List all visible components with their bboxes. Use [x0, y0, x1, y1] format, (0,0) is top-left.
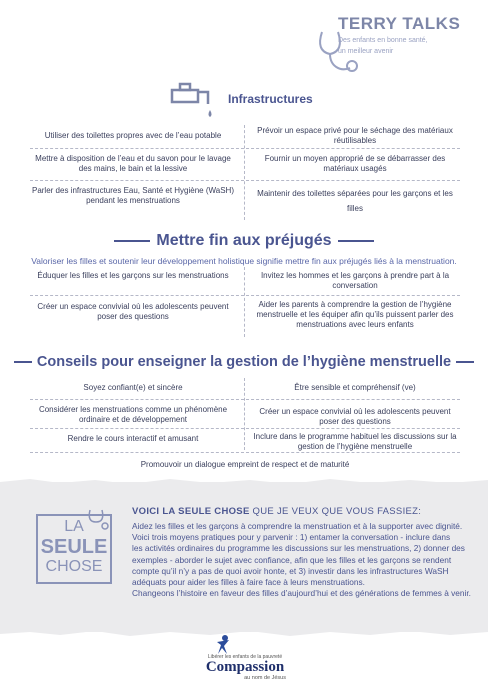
divider — [30, 428, 460, 429]
conseils-left-2: Considérer les menstruations comme un phénomène ordinaire et de développement — [38, 405, 228, 424]
divider — [244, 378, 245, 450]
divider — [30, 180, 460, 181]
logo-line-1: LA — [64, 518, 84, 535]
la-seule-chose-body — [132, 521, 482, 599]
prejuges-left-1: Éduquer les filles et les garçons sur les menstruations — [37, 271, 229, 280]
heading-post: QUE JE VEUX QUE VOUS FASSIEZ: — [252, 506, 422, 517]
prejuges-subtitle: Valoriser les filles et soutenir leur développement holistique signifie mettre fin aux préjugés liés à la menstruation. — [31, 256, 457, 266]
compassion-logo — [190, 654, 300, 681]
infra-right-2: Fournir un moyen approprié de se débarrasser des matériaux usagés — [264, 154, 446, 173]
prejuges-left-2: Créer un espace convivial où les adolescents peuvent poser des questions — [37, 302, 229, 321]
heading-pre: VOICI — [132, 506, 160, 517]
body-line: adéquats pour aider les filles à faire face à leurs menstruations. — [132, 577, 365, 588]
conseils-footer: Promouvoir un dialogue empreint de respect et de maturité — [140, 460, 350, 469]
torn-edge-bottom — [0, 626, 488, 640]
infra-right-3: Maintenir des toilettes séparées pour les garçons et les filles — [257, 189, 453, 213]
body-line: Voici trois moyens pratiques pour y parvenir : 1) entamer la conversation - inclure dans — [132, 532, 451, 543]
torn-edge-top — [0, 474, 488, 488]
body-line: compte qu’il n’y a pas de quoi avoir honte, et 3) investir dans les infrastructures WaSH — [132, 565, 449, 576]
brand-subtitle-2: un meilleur avenir — [338, 48, 394, 55]
prejuges-title — [0, 232, 488, 250]
conseils-right-2: Créer un espace convivial où les adolescents peuvent poser des questions — [259, 407, 451, 426]
body-line: Changeons l’histoire en faveur des filles d’aujourd’hui et des générations de femmes à venir. — [132, 588, 471, 599]
divider — [30, 295, 460, 296]
logo-line-2: SEULE — [40, 536, 108, 558]
brand-title: TERRY TALKS — [338, 14, 461, 33]
compassion-tagline: Libérer les enfants de la pauvreté — [207, 654, 283, 660]
divider — [30, 452, 460, 453]
stethoscope-icon — [86, 508, 110, 537]
prejuges-right-1: Invitez les hommes et les garçons à prendre part à la conversation — [260, 271, 450, 290]
conseils-title — [0, 354, 488, 370]
logo-line-3: CHOSE — [45, 558, 103, 575]
brand-block — [338, 14, 478, 56]
conseils-title-text: Conseils pour enseigner la gestion de l’hygiène menstruelle — [36, 354, 452, 370]
infra-left-1: Utiliser des toilettes propres avec de l’eau potable — [44, 131, 222, 140]
body-line: Aidez les filles et les garçons à comprendre la menstruation et à la supporter avec dignité. — [132, 521, 463, 531]
compassion-subline: au nom de Jésus — [244, 675, 286, 681]
faucet-icon — [170, 80, 222, 125]
heading-emphasis: LA SEULE CHOSE — [162, 506, 250, 517]
divider — [30, 148, 460, 149]
infrastructures-title: Infrastructures — [228, 92, 313, 106]
conseils-right-1: Être sensible et compréhensif (ve) — [294, 383, 416, 392]
compassion-name: Compassion — [205, 659, 285, 675]
infra-right-1: Prévoir un espace privé pour le séchage des matériaux réutilisables — [257, 126, 453, 145]
divider — [30, 399, 460, 400]
la-seule-chose-heading — [132, 506, 421, 517]
infra-left-3: Parler des infrastructures Eau, Santé et Hygiène (WaSH) pendant les menstruations — [31, 186, 234, 205]
conseils-left-1: Soyez confiant(e) et sincère — [83, 383, 183, 392]
infra-left-2: Mettre à disposition de l’eau et du savon pour le lavage des mains, le bain et la lessive — [35, 154, 231, 173]
prejuges-right-2: Aider les parents à comprendre la gestion de l’hygiène menstruelle et les équiper afin qu’ils puissent parler des menstruations avec leurs enfants — [256, 300, 454, 329]
body-line: les activités ordinaires du programme les discussions sur les menstruations, 2) donner des — [132, 543, 465, 554]
divider — [244, 125, 245, 220]
prejuges-title-text: Mettre fin aux préjugés — [156, 232, 332, 249]
brand-subtitle-1: Des enfants en bonne santé, — [338, 37, 428, 44]
conseils-left-3: Rendre le cours interactif et amusant — [67, 434, 199, 443]
body-line: exemples - aborder le sujet avec confiance, afin que les filles et les garçons se rendent — [132, 554, 452, 565]
divider — [244, 267, 245, 337]
conseils-right-3: Inclure dans le programme habituel les discussions sur la gestion de l’hygiène menstruelle — [253, 432, 457, 451]
